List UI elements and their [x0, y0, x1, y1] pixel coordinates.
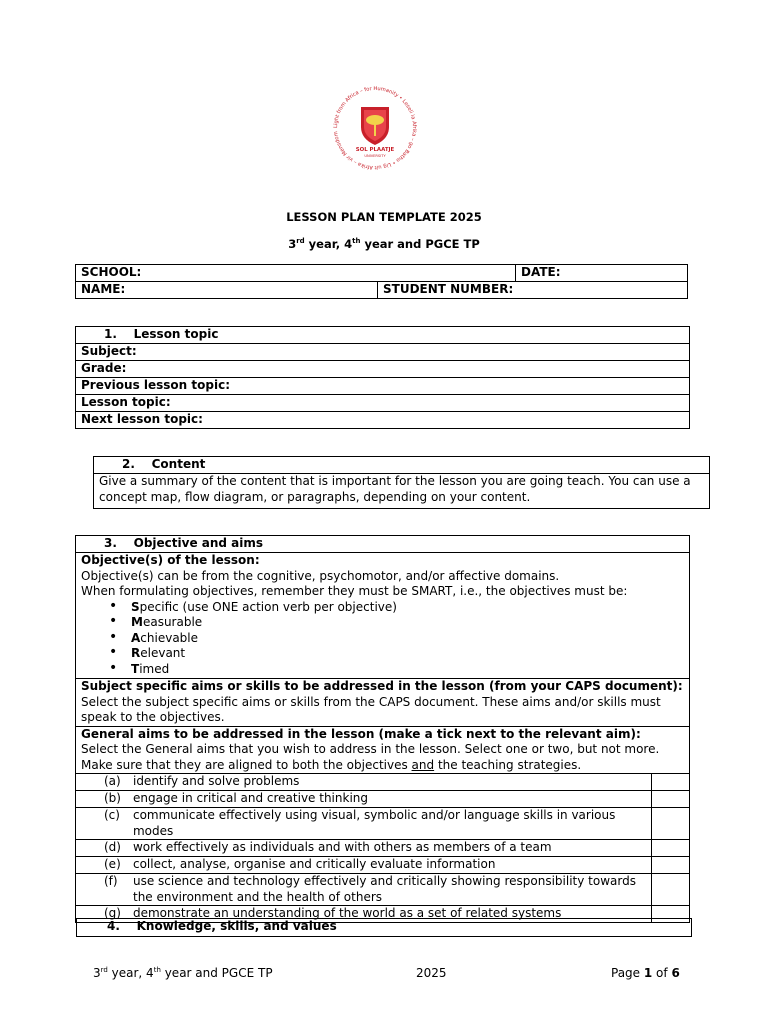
smart-item: • Relevant — [101, 646, 684, 662]
general-aims-body: Select the General aims that you wish to address in the lesson. Select one or two, but not more. Make sure that they are aligned to both the objectives and the teaching strategies. — [81, 742, 660, 772]
aim-row — [76, 791, 690, 808]
smart-item: • Achievable — [101, 631, 684, 647]
footer-left: 3rd year, 4th year and PGCE TP — [93, 966, 273, 980]
aim-label: (e) — [76, 857, 121, 874]
lesson-topic-field[interactable]: Lesson topic: — [76, 395, 690, 412]
logo-ring-text: Light from Africa – for Humanity • Leseli la Afrika – go Batho • Lig uit Afrika – vir Mensdom — [332, 85, 418, 171]
logo-sub: UNIVERSITY — [364, 154, 386, 158]
document-subtitle: 3rd year, 4th year and PGCE TP — [288, 237, 480, 251]
general-aims-cell — [76, 726, 690, 774]
school-info-table — [75, 264, 688, 282]
content-body[interactable]: Give a summary of the content that is important for the lesson you are going teach. You can use a concept map, flow diagram, or paragraphs, depending on your content. — [94, 474, 710, 509]
aim-tick-box[interactable] — [652, 791, 690, 808]
aim-tick-box[interactable] — [652, 774, 690, 791]
aim-label: (c) — [76, 808, 121, 840]
content-table — [93, 456, 710, 509]
aim-label: (d) — [76, 840, 121, 857]
student-number-field[interactable]: STUDENT NUMBER: — [378, 282, 688, 299]
document-title: LESSON PLAN TEMPLATE 2025 — [286, 210, 482, 224]
aim-text: use science and technology effectively and critically showing responsibility towards the environment and the health of others — [121, 874, 652, 906]
objectives-table — [75, 535, 690, 923]
general-aims-title: General aims to be addressed in the lesson (make a tick next to the relevant aim): — [81, 726, 641, 741]
aim-text: demonstrate an understanding of the world as a set of related systems — [121, 906, 652, 923]
objectives-cell[interactable] — [76, 553, 690, 679]
lesson-topic-table — [75, 326, 690, 429]
objectives-title: Objective(s) of the lesson: — [81, 553, 260, 567]
smart-item: • Specific (use ONE action verb per objective) — [101, 600, 684, 616]
school-field[interactable]: SCHOOL: — [76, 265, 516, 282]
smart-list — [101, 600, 684, 678]
aim-row — [76, 774, 690, 791]
aim-label: (a) — [76, 774, 121, 791]
date-field[interactable]: DATE: — [516, 265, 688, 282]
aim-row — [76, 874, 690, 906]
aim-tick-box[interactable] — [652, 840, 690, 857]
next-lesson-topic-field[interactable]: Next lesson topic: — [76, 412, 690, 429]
previous-lesson-topic-field[interactable]: Previous lesson topic: — [76, 378, 690, 395]
aim-tick-box[interactable] — [652, 857, 690, 874]
name-field[interactable]: NAME: — [76, 282, 378, 299]
objectives-heading: 3. Objective and aims — [76, 536, 690, 553]
subject-aims-cell[interactable] — [76, 679, 690, 727]
aim-text: engage in critical and creative thinking — [121, 791, 652, 808]
grade-field[interactable]: Grade: — [76, 361, 690, 378]
aim-label: (f) — [76, 874, 121, 906]
subject-field[interactable]: Subject: — [76, 344, 690, 361]
knowledge-heading: 4. Knowledge, skills, and values — [77, 919, 692, 937]
footer-year: 2025 — [416, 966, 447, 980]
subject-aims-title: Subject specific aims or skills to be addressed in the lesson (from your CAPS document): — [81, 679, 683, 693]
aim-text: work effectively as individuals and with others as members of a team — [121, 840, 652, 857]
aim-row — [76, 808, 690, 840]
logo-name: SOL PLAATJE — [355, 147, 395, 153]
objectives-line-2: When formulating objectives, remember they must be SMART, i.e., the objectives must be: — [81, 584, 628, 598]
subject-aims-body: Select the subject specific aims or skills from the CAPS document. These aims and/or skills must speak to the objectives. — [81, 694, 661, 724]
aim-label: (g) — [76, 906, 121, 923]
lesson-topic-heading: 1. Lesson topic — [76, 327, 690, 344]
aim-row — [76, 857, 690, 874]
student-info-table — [75, 281, 688, 299]
smart-item: • Timed — [101, 662, 684, 678]
aim-label: (b) — [76, 791, 121, 808]
aim-row — [76, 840, 690, 857]
aim-text: communicate effectively using visual, symbolic and/or language skills in various modes — [121, 808, 652, 840]
content-heading: 2. Content — [94, 457, 710, 474]
aim-text: identify and solve problems — [121, 774, 652, 791]
aim-tick-box[interactable] — [652, 874, 690, 906]
university-logo — [330, 83, 420, 173]
knowledge-table — [76, 918, 692, 937]
page-indicator: Page 1 of 6 — [611, 966, 680, 980]
smart-item: • Measurable — [101, 615, 684, 631]
objectives-line-1: Objective(s) can be from the cognitive, psychomotor, and/or affective domains. — [81, 568, 560, 583]
aim-text: collect, analyse, organise and critically evaluate information — [121, 857, 652, 874]
aim-tick-box[interactable] — [652, 808, 690, 840]
